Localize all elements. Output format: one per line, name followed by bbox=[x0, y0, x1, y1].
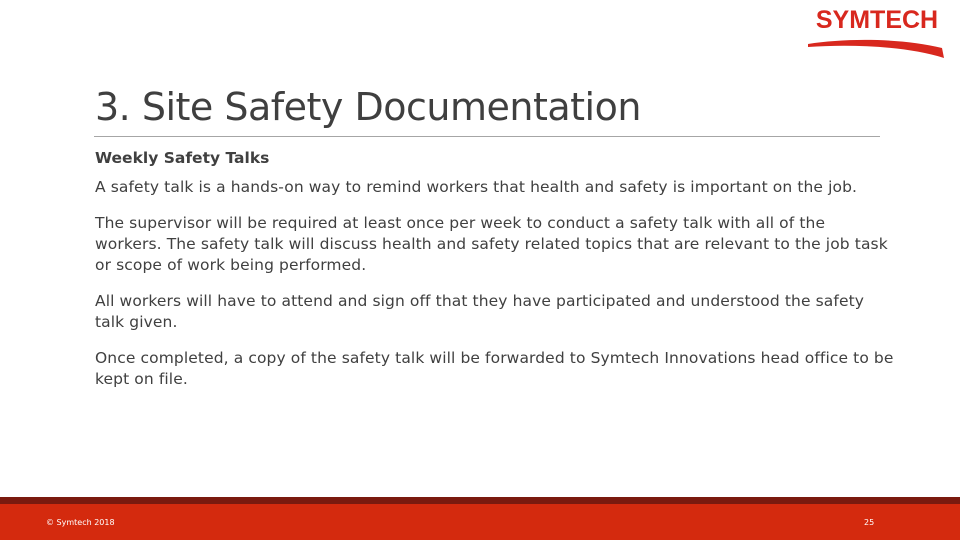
page-number: 25 bbox=[864, 518, 875, 527]
footer-bar bbox=[0, 504, 960, 540]
logo-swoosh-icon bbox=[806, 32, 950, 60]
logo-wordmark: SYMTECH bbox=[815, 6, 939, 34]
slide-title: 3. Site Safety Documentation bbox=[95, 85, 641, 129]
slide-content bbox=[95, 148, 895, 405]
paragraph-supervisor: The supervisor will be required at least once per week to conduct a safety talk with all of the workers. The safety talk will discuss health and safety related topics that are relevant to the job task or scope of work being performed. bbox=[95, 214, 888, 274]
footer-accent-bar bbox=[0, 497, 960, 504]
title-divider bbox=[94, 136, 880, 137]
section-subheading: Weekly Safety Talks bbox=[95, 149, 270, 167]
paragraph-intro: A safety talk is a hands-on way to remind workers that health and safety is important on the job. bbox=[95, 178, 858, 196]
footer-copyright: © Symtech 2018 bbox=[46, 518, 115, 527]
paragraph-attendance: All workers will have to attend and sign off that they have participated and understood the safety talk given. bbox=[95, 292, 865, 331]
symtech-logo bbox=[806, 6, 950, 60]
paragraph-filing: Once completed, a copy of the safety talk will be forwarded to Symtech Innovations head office to be kept on file. bbox=[95, 349, 894, 388]
